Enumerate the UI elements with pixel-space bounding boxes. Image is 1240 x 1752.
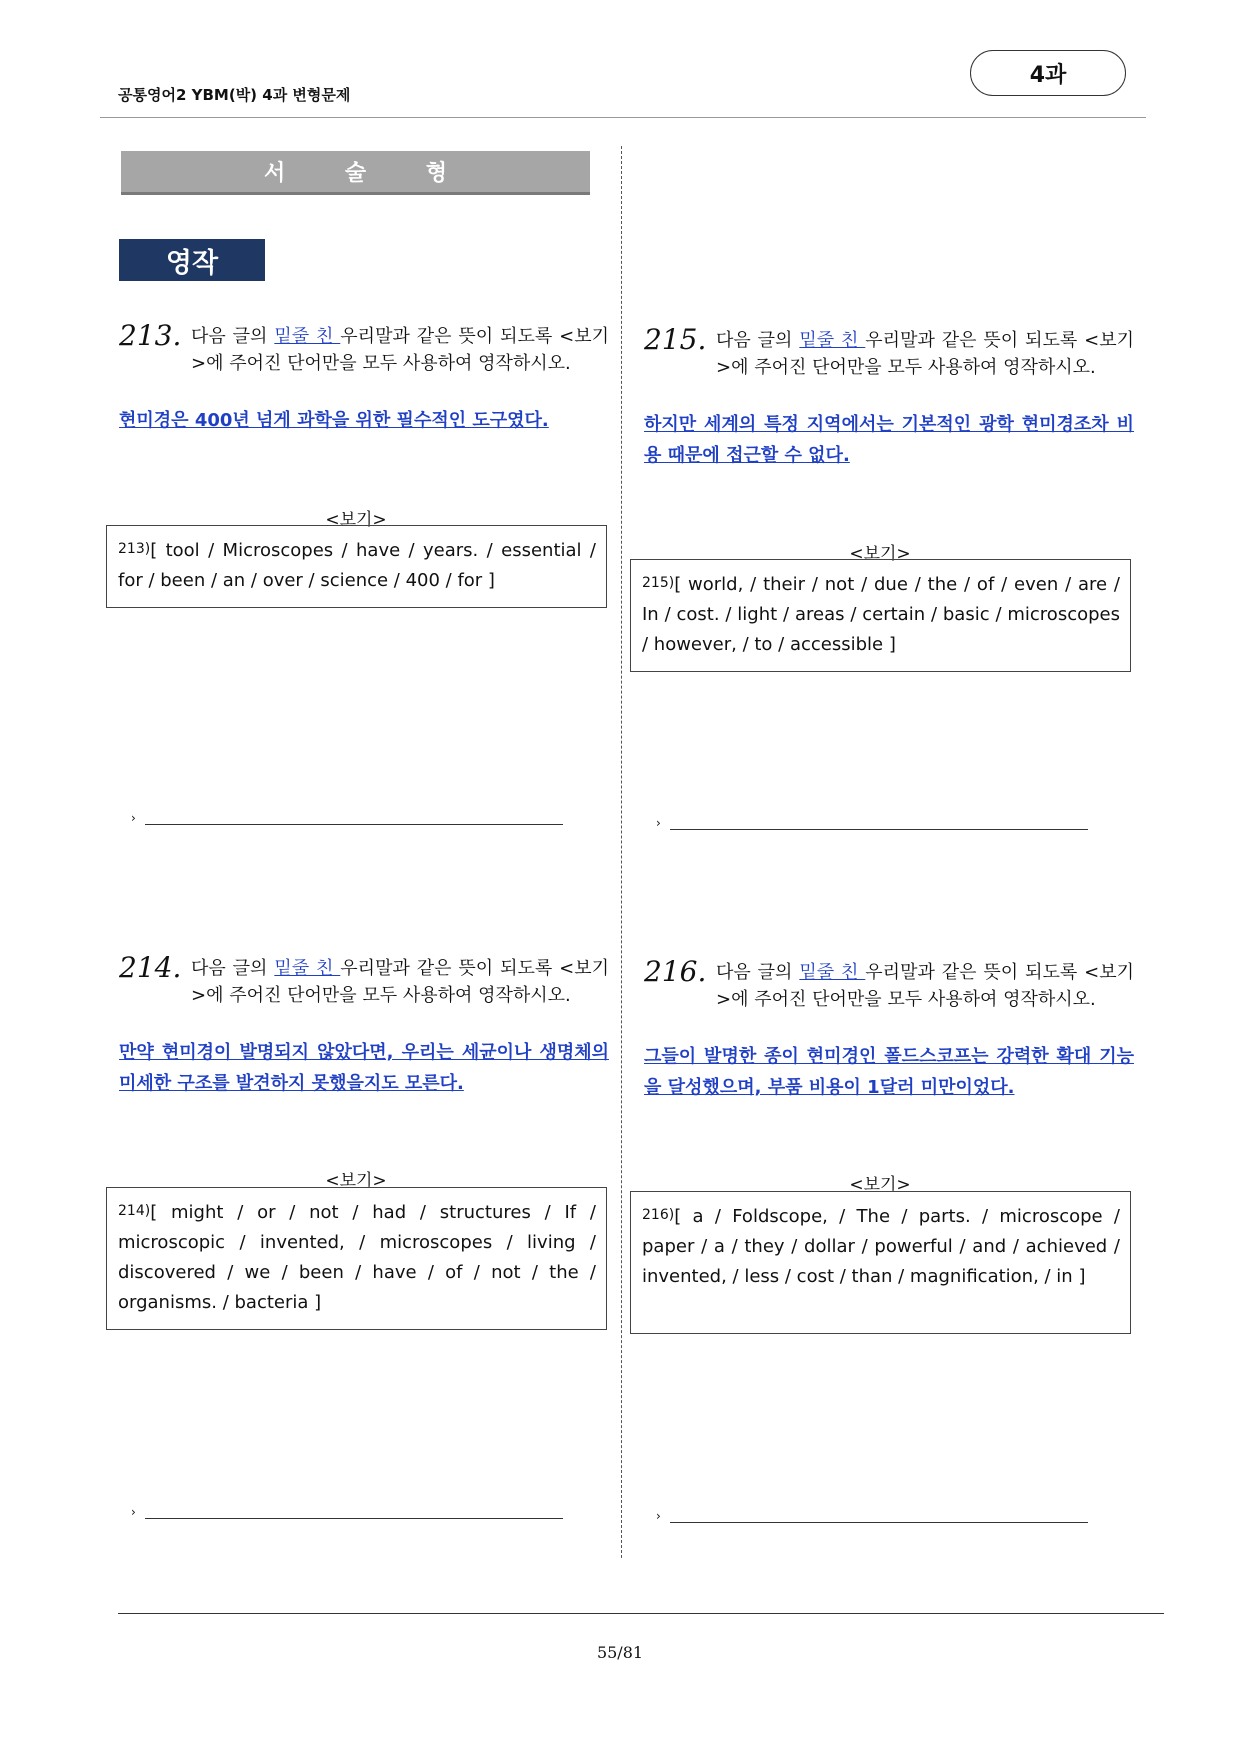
korean-sentence: 만약 현미경이 발명되지 않았다면, 우리는 세균이나 생명체의 미세한 구조를 발견하지 못했을지도 모른다. <box>119 1042 609 1094</box>
answer-line[interactable] <box>656 818 1086 830</box>
word-bank-number: 214) <box>118 1203 151 1219</box>
word-bank-words: [ might / or / not / had / structures / If / microscopic / invented, / microscopes / living / discovered / we / been / have / of / not / the / organisms. / bacteria ] <box>118 1202 596 1313</box>
answer-marker: › <box>131 1505 136 1519</box>
lesson-badge: 4과 <box>970 50 1126 96</box>
word-bank-words: [ tool / Microscopes / have / years. / essential / for / been / an / over / science / 400 / for ] <box>118 540 596 591</box>
question-number: 216. <box>644 955 707 988</box>
column-divider <box>621 146 622 1558</box>
word-bank-number: 215) <box>642 575 675 591</box>
answer-marker: › <box>131 811 136 825</box>
header-divider <box>100 117 1146 118</box>
question-216 <box>644 955 1134 1103</box>
document-header-title: 공통영어2 YBM(박) 4과 변형문제 <box>118 86 351 104</box>
word-bank-box <box>106 1187 607 1330</box>
word-bank-number: 213) <box>118 541 151 557</box>
answer-line[interactable] <box>656 1511 1086 1523</box>
section-subtitle-tag: 영작 <box>119 239 265 281</box>
bogi-label: <보기> <box>849 544 911 564</box>
question-number: 214. <box>119 951 182 984</box>
korean-sentence: 하지만 세계의 특정 지역에서는 기본적인 광학 현미경조차 비용 때문에 접근할 수 없다. <box>644 414 1134 466</box>
word-bank-words: [ a / Foldscope, / The / parts. / microscope / paper / a / they / dollar / powerful / and / achieved / invented, / less / cost / than / magnification, / in ] <box>642 1206 1120 1287</box>
question-instruction: 다음 글의 밑줄 친 우리말과 같은 뜻이 되도록 <보기>에 주어진 단어만을 모두 사용하여 영작하시오. <box>191 958 609 1006</box>
word-bank-box <box>106 525 607 608</box>
word-bank-words: [ world, / their / not / due / the / of / even / are / In / cost. / light / areas / certain / basic / microscopes / however, / to / accessible ] <box>642 574 1120 655</box>
korean-sentence: 현미경은 400년 넘게 과학을 위한 필수적인 도구였다. <box>119 410 549 431</box>
answer-line[interactable] <box>131 1507 561 1519</box>
word-bank-number: 216) <box>642 1207 675 1223</box>
bogi-label: <보기> <box>325 510 387 530</box>
question-number: 215. <box>644 323 707 356</box>
question-214 <box>119 951 609 1099</box>
page-number: 55/81 <box>596 1643 644 1662</box>
bogi-label: <보기> <box>849 1175 911 1195</box>
bogi-label: <보기> <box>325 1171 387 1191</box>
question-instruction: 다음 글의 밑줄 친 우리말과 같은 뜻이 되도록 <보기>에 주어진 단어만을 모두 사용하여 영작하시오. <box>716 330 1134 378</box>
word-bank-box <box>630 559 1131 672</box>
footer-divider <box>118 1613 1164 1614</box>
answer-line[interactable] <box>131 813 561 825</box>
word-bank-box <box>630 1191 1131 1334</box>
answer-marker: › <box>656 816 661 830</box>
question-instruction: 다음 글의 밑줄 친 우리말과 같은 뜻이 되도록 <보기>에 주어진 단어만을 모두 사용하여 영작하시오. <box>716 962 1134 1010</box>
question-213 <box>119 319 609 436</box>
korean-sentence: 그들이 발명한 종이 현미경인 폴드스코프는 강력한 확대 기능을 달성했으며, 부품 비용이 1달러 미만이었다. <box>644 1046 1134 1098</box>
question-number: 213. <box>119 319 182 352</box>
answer-marker: › <box>656 1509 661 1523</box>
question-instruction: 다음 글의 밑줄 친 우리말과 같은 뜻이 되도록 <보기>에 주어진 단어만을 모두 사용하여 영작하시오. <box>191 326 609 374</box>
section-type-bar: 서 술 형 <box>121 151 590 195</box>
question-215 <box>644 323 1134 471</box>
